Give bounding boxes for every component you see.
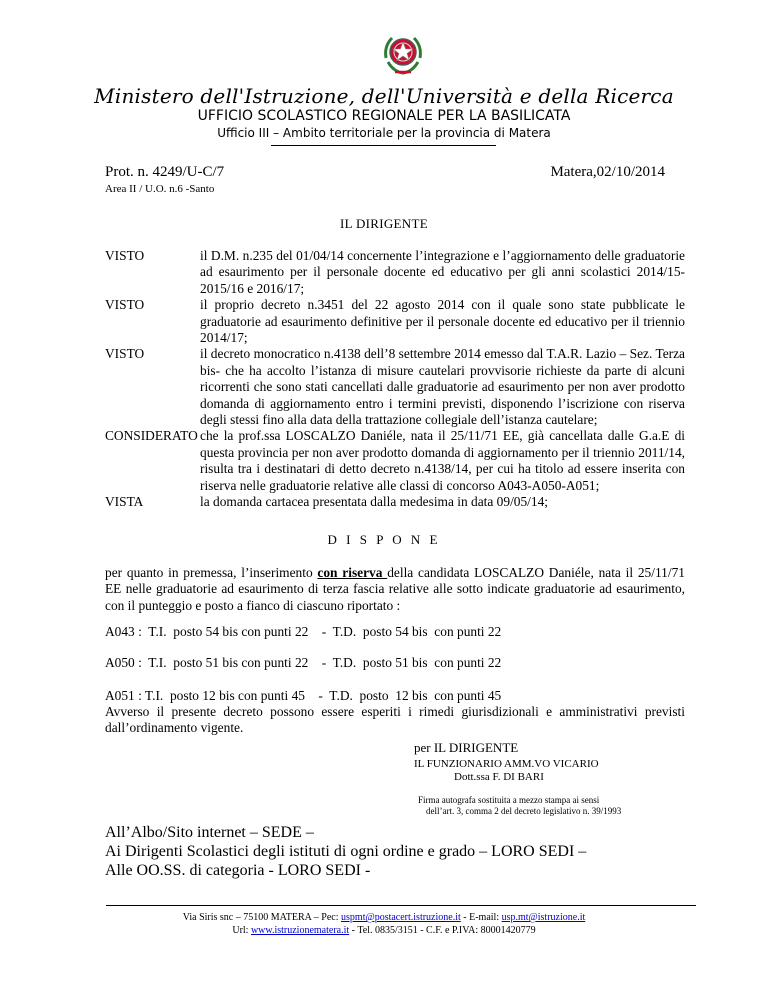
premise-label: VISTA <box>105 494 144 510</box>
signature-per: per IL DIRIGENTE <box>414 740 519 755</box>
premise-row <box>105 494 685 510</box>
premise-text: il decreto monocratico n.4138 dell’8 settembre 2014 emesso dal T.A.R. Lazio – Sez. Terza bis- che ha accolto l’istanza di misure cautelari provvisorie richieste da parte di alcuni ricorrenti che sono stati cancellati dalle graduatorie ad esaurimento per non aver prodotto domanda di aggiornamento entro i termini previsti, disponendo l’iscrizione con riserva degli stessi fino alla data della trattazione collegiale dell’istanza cautelare; <box>200 346 685 428</box>
website-link[interactable]: www.istruzionematera.it <box>250 924 350 936</box>
footer-url-label: Url: <box>232 924 251 936</box>
premise-label: VISTO <box>105 248 145 263</box>
position-line-a051: A051 : T.I. posto 12 bis con punti 45 - T.D. posto 12 bis con punti 45 <box>105 688 502 703</box>
suboffice-name: Ufficio III – Ambito territoriale per la provincia di Matera <box>217 126 551 140</box>
position-line-a043: A043 : T.I. posto 54 bis con punti 22 - T.D. posto 54 bis con punti 22 <box>105 624 502 639</box>
premise-row <box>105 248 685 297</box>
office-name: UFFICIO SCOLASTICO REGIONALE PER LA BASILICATA <box>197 108 571 124</box>
footer-address: Via Siris snc – 75100 MATERA – Pec: <box>182 912 342 923</box>
signature-note <box>418 795 621 817</box>
premise-label: VISTO <box>105 297 145 313</box>
footer-divider <box>106 905 696 906</box>
recipients-list <box>105 823 586 880</box>
signature-name: Dott.ssa F. DI BARI <box>454 771 544 783</box>
recipient-line: All’Albo/Sito internet – SEDE – <box>105 824 314 841</box>
recipient-line: Alle OO.SS. di categoria - LORO SEDI - <box>105 862 371 879</box>
header-divider <box>271 145 496 146</box>
footer-email-label: - E-mail: <box>460 912 502 923</box>
ministry-name: Ministero dell'Istruzione, dell'Università e della Ricerca <box>94 84 674 108</box>
premise-text: il D.M. n.235 del 01/04/14 concernente l’integrazione e l’aggiornamento delle graduatorie ad esaurimento per il personale docente ed educativo per gli anni scolastici 2014/15-2015/16 e 2016/17; <box>200 248 685 296</box>
footer-phone-tax: - Tel. 0835/3151 - C.F. e P.IVA: 80001420779 <box>349 924 536 936</box>
area-reference: Area II / U.O. n.6 -Santo <box>105 183 215 195</box>
with-reserve-emphasis: con riserva <box>317 565 388 580</box>
disposition-text-after: della candidata LOSCALZO Daniéle, nata il 25/11/71 EE nelle graduatorie ad esaurimento di terza fascia relative alle sotto indicate graduatorie ad esaurimento, con il punteggio e posto a fianco di ciascuno riportato : <box>105 565 685 613</box>
email-link[interactable]: usp.mt@istruzione.it <box>501 912 586 923</box>
footer-line-contacts <box>0 912 768 925</box>
place-date: Matera,02/10/2014 <box>550 164 665 180</box>
signature-note-line: dell’art. 3, comma 2 del decreto legislativo n. 39/1993 <box>426 806 622 816</box>
premise-label: VISTO <box>105 346 145 362</box>
disposition-paragraph <box>105 565 685 614</box>
dispone-heading: D I S P O N E <box>327 532 441 547</box>
signature-note-line: Firma autografa sostituita a mezzo stampa ai sensi <box>418 795 600 805</box>
premise-text: il proprio decreto n.3451 del 22 agosto 2014 con il quale sono state pubblicate le graduatorie ad esaurimento definitive per il personale docente ed educativo per il triennio 2014/17; <box>200 297 685 346</box>
footer-line-web <box>0 925 768 938</box>
protocol-number: Prot. n. 4249/U-C/7 <box>105 164 225 180</box>
document-title: IL DIRIGENTE <box>340 216 428 231</box>
premise-text: che la prof.ssa LOSCALZO Daniéle, nata il 25/11/71 EE, già cancellata dalle G.a.E di questa provincia per non aver prodotto domanda di aggiornamento per il triennio 2011/14, risulta tra i destinatari di detto decreto n.4138/14, per cui ha titolo ad essere inserita con riserva nelle graduatorie relative alle classi di concorso A043-A050-A051; <box>200 428 685 493</box>
premise-row <box>105 428 685 494</box>
premise-label: CONSIDERATO <box>105 428 198 444</box>
recipient-line: Ai Dirigenti Scolastici degli istituti di ogni ordine e grado – LORO SEDI – <box>105 843 587 860</box>
signature-block <box>414 740 599 783</box>
pec-link[interactable]: uspmt@postacert.istruzione.it <box>341 912 461 923</box>
position-line-a050: A050 : T.I. posto 51 bis con punti 22 - T.D. posto 51 bis con punti 22 <box>105 655 502 670</box>
premise-row <box>105 346 685 428</box>
premise-text: la domanda cartacea presentata dalla medesima in data 09/05/14; <box>200 494 549 510</box>
premise-row <box>105 297 685 346</box>
premises-list <box>105 248 685 511</box>
remedy-paragraph: Avverso il presente decreto possono essere esperiti i rimedi giurisdizionali e amministrativi previsti dall’ordinamento vigente. <box>105 704 685 736</box>
italian-republic-emblem-icon <box>380 28 426 78</box>
footer <box>0 912 768 937</box>
signature-role: IL FUNZIONARIO AMM.VO VICARIO <box>414 758 599 770</box>
disposition-text-before: per quanto in premessa, l’inserimento <box>105 565 318 580</box>
